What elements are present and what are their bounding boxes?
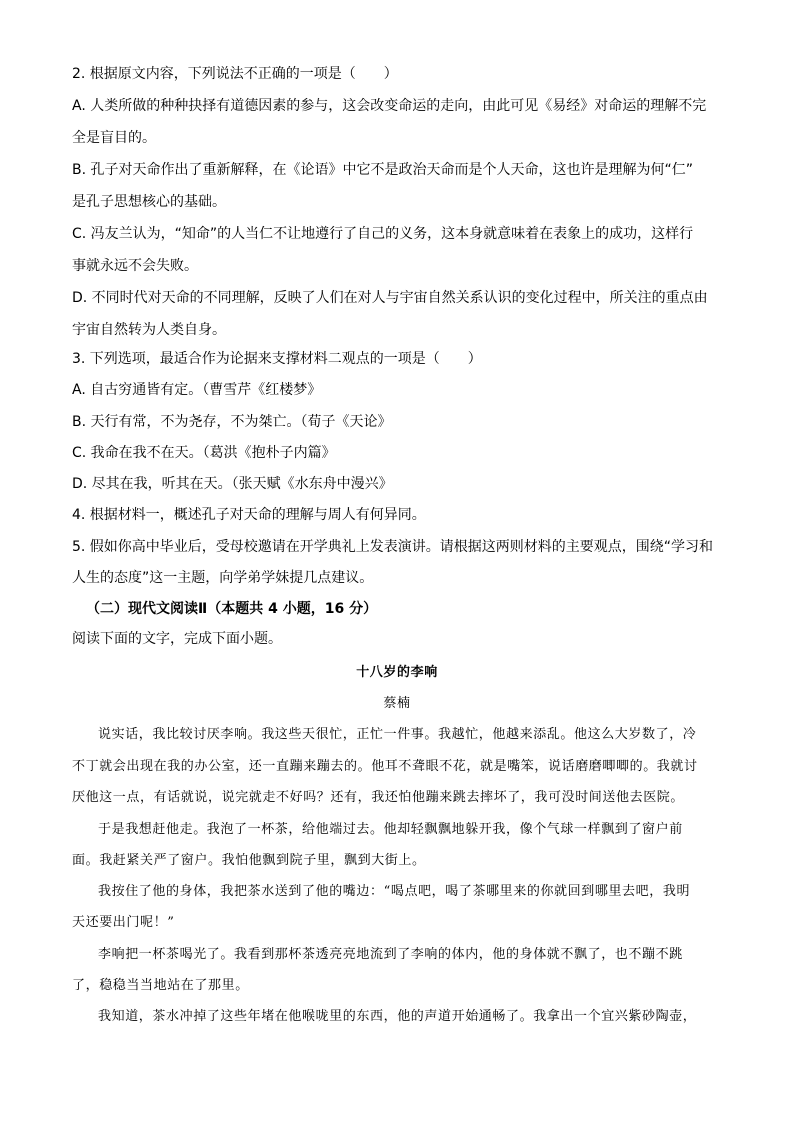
- story-line: 说实话，我比较讨厌李响。我这些天很忙，正忙一件事。我越忙，他越来添乱。他这么大岁数了，冷: [98, 727, 697, 742]
- story-line: 天还要出门呢！”: [72, 915, 175, 930]
- story-line: 面。我赶紧关严了窗户。我怕他飘到院子里，飘到大街上。: [72, 853, 426, 868]
- question-2-option-a: A. 人类所做的种种抉择有道德因素的参与，这会改变命运的走向，由此可见《易经》对命运的理解不完: [72, 98, 707, 114]
- story-line: 不丁就会出现在我的办公室，还一直蹦来蹦去的。他耳不聋眼不花，就是嘴笨，说话磨磨唧唧的。我就讨: [72, 759, 698, 774]
- question-3-option-d: D. 尽其在我，听其在天。（张天赋《水东舟中漫兴》: [72, 476, 393, 492]
- question-3-option-a: A. 自古穷通皆有定。（曹雪芹《红楼梦》: [72, 382, 322, 398]
- question-4: 4. 根据材料一，概述孔子对天命的理解与周人有何异同。: [72, 507, 426, 523]
- question-2-option-d-cont: 宇宙自然转为人类自身。: [72, 322, 226, 338]
- question-5-cont: 人生的态度”这一主题，向学弟学妹提几点建议。: [72, 570, 374, 586]
- story-line: 厌他这一点，有话就说，说完就走不好吗？还有，我还怕他蹦来跳去摔坏了，我可没时间送他去医院。: [72, 790, 685, 805]
- reading-instruction: 阅读下面的文字，完成下面小题。: [72, 631, 282, 647]
- story-title: 十八岁的李响: [356, 665, 438, 680]
- question-2-stem: 2. 根据原文内容，下列说法不正确的一项是（ ）: [72, 66, 398, 82]
- story-line: 于是我想赶他走。我泡了一杯茶，给他端过去。他却轻飘飘地躲开我，像个气球一样飘到了窗户前: [98, 822, 683, 837]
- question-2-option-d: D. 不同时代对天命的不同理解，反映了人们在对人与宇宙自然关系认识的变化过程中，所关注的重点由: [72, 290, 708, 306]
- question-2-option-a-cont: 全是盲目的。: [72, 130, 156, 146]
- question-2-option-b: B. 孔子对天命作出了重新解释，在《论语》中它不是政治天命而是个人天命，这也许是理解为何“仁”: [72, 162, 694, 178]
- question-3-option-b: B. 天行有常，不为尧存，不为桀亡。（荀子《天论》: [72, 414, 392, 430]
- story-line: 李响把一杯茶喝光了。我看到那杯茶透亮亮地流到了李响的体内，他的身体就不飘了，也不蹦不跳: [98, 947, 683, 962]
- question-2-option-b-cont: 是孔子思想核心的基础。: [72, 194, 226, 210]
- story-line: 了，稳稳当当地站在了那里。: [72, 978, 249, 993]
- story-line: 我知道，茶水冲掉了这些年堵在他喉咙里的东西，他的声道开始通畅了。我拿出一个宜兴紫砂陶壶，: [98, 1009, 697, 1024]
- question-5: 5. 假如你高中毕业后，受母校邀请在开学典礼上发表演讲。请根据这两则材料的主要观点，围绕“学习和: [72, 539, 714, 555]
- story-line: 我按住了他的身体，我把茶水送到了他的嘴边：“喝点吧，喝了茶哪里来的你就回到哪里去吧，我明: [98, 884, 691, 899]
- question-3-stem: 3. 下列选项，最适合作为论据来支撑材料二观点的一项是（ ）: [72, 351, 482, 367]
- story-author: 蔡楠: [383, 696, 411, 711]
- question-2-option-c: C. 冯友兰认为，“知命”的人当仁不让地遵行了自己的义务，这本身就意味着在表象上的成功，这样行: [72, 226, 694, 242]
- question-3-option-c: C. 我命在我不在天。（葛洪《抱朴子内篇》: [72, 445, 336, 461]
- question-2-option-c-cont: 事就永远不会失败。: [72, 258, 198, 274]
- section-heading: （二）现代文阅读Ⅱ（本题共 4 小题，16 分）: [86, 601, 378, 617]
